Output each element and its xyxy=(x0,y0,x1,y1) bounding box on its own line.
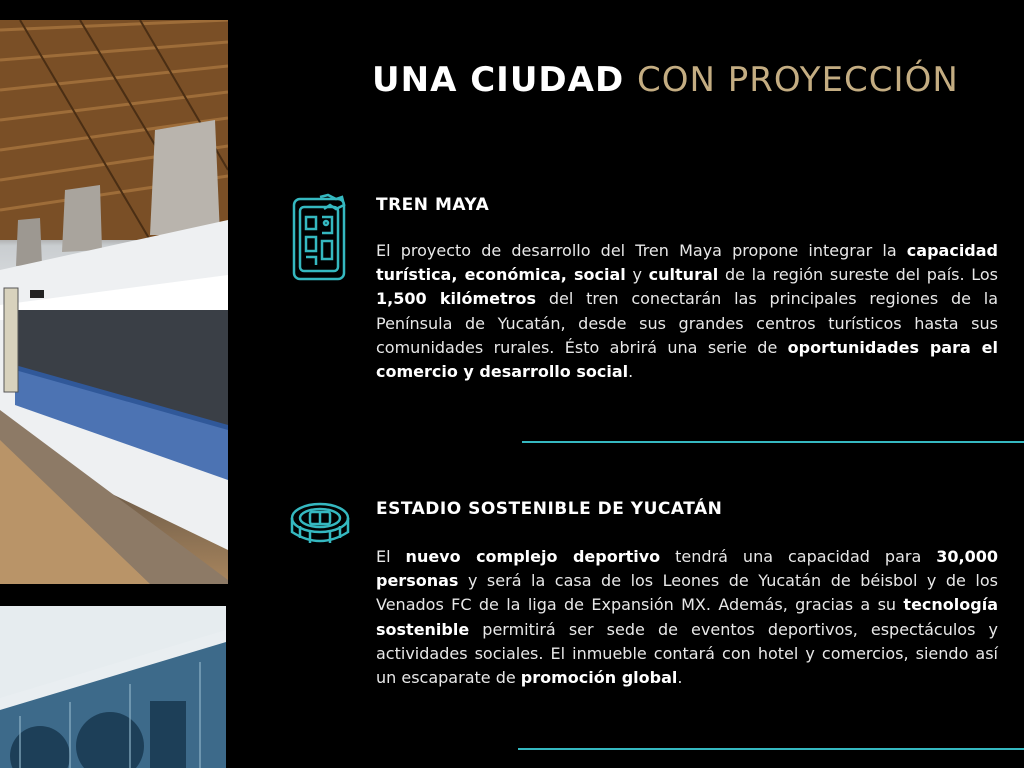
building-sign-photo xyxy=(0,606,226,768)
section-divider xyxy=(522,441,1024,443)
bold-text-run: 1,500 kilómetros xyxy=(376,289,537,309)
text-run: El proyecto de desarrollo del Tren Maya propone integrar la xyxy=(376,241,907,260)
section-title-estadio: ESTADIO SOSTENIBLE DE YUCATÁN xyxy=(376,499,723,519)
bold-text-run: promoción global xyxy=(520,668,678,688)
section-divider xyxy=(518,748,1024,750)
bold-text-run: nuevo complejo deportivo xyxy=(405,547,661,566)
section-title-tren-maya: TREN MAYA xyxy=(376,195,490,215)
text-run: . xyxy=(677,668,683,688)
bold-text-run: tecnología sostenible xyxy=(376,595,998,639)
page-title xyxy=(372,56,959,104)
text-run: permitirá ser sede de eventos deportivos, espectáculos y actividades sociales. El inmueble contará con hotel y comercios, siendo así un escaparate de xyxy=(376,619,998,688)
page-title-bold: UNA CIUDAD xyxy=(372,60,625,100)
text-run: . xyxy=(628,362,634,382)
bold-text-run: cultural xyxy=(648,265,719,285)
text-run: del tren conectarán las principales regiones de la Península de Yucatán, desde sus grandes centros turísticos hasta sus comunidades rurales. Ésto abrirá una serie de xyxy=(376,289,998,357)
mayan-glyph-icon xyxy=(290,193,350,285)
text-run: y xyxy=(625,265,649,285)
text-run: de la región sureste del país. Los xyxy=(718,265,999,285)
bold-text-run: capacidad turística, económica, social xyxy=(376,241,998,285)
section-body-tren-maya xyxy=(376,239,998,384)
stadium-icon xyxy=(288,498,352,550)
text-run: El xyxy=(376,547,406,566)
bold-text-run: 30,000 personas xyxy=(376,547,998,591)
text-run: y será la casa de los Leones de Yucatán de béisbol y de los Venados FC de la liga de Expansión MX. Además, gracias a su xyxy=(376,571,998,615)
bold-text-run: oportunidades para el comercio y desarrollo social xyxy=(376,337,998,382)
page-title-light: CON PROYECCIÓN xyxy=(637,60,959,100)
section-body-estadio xyxy=(376,545,998,690)
train-station-photo xyxy=(0,20,228,584)
text-run: tendrá una capacidad para xyxy=(660,547,937,566)
